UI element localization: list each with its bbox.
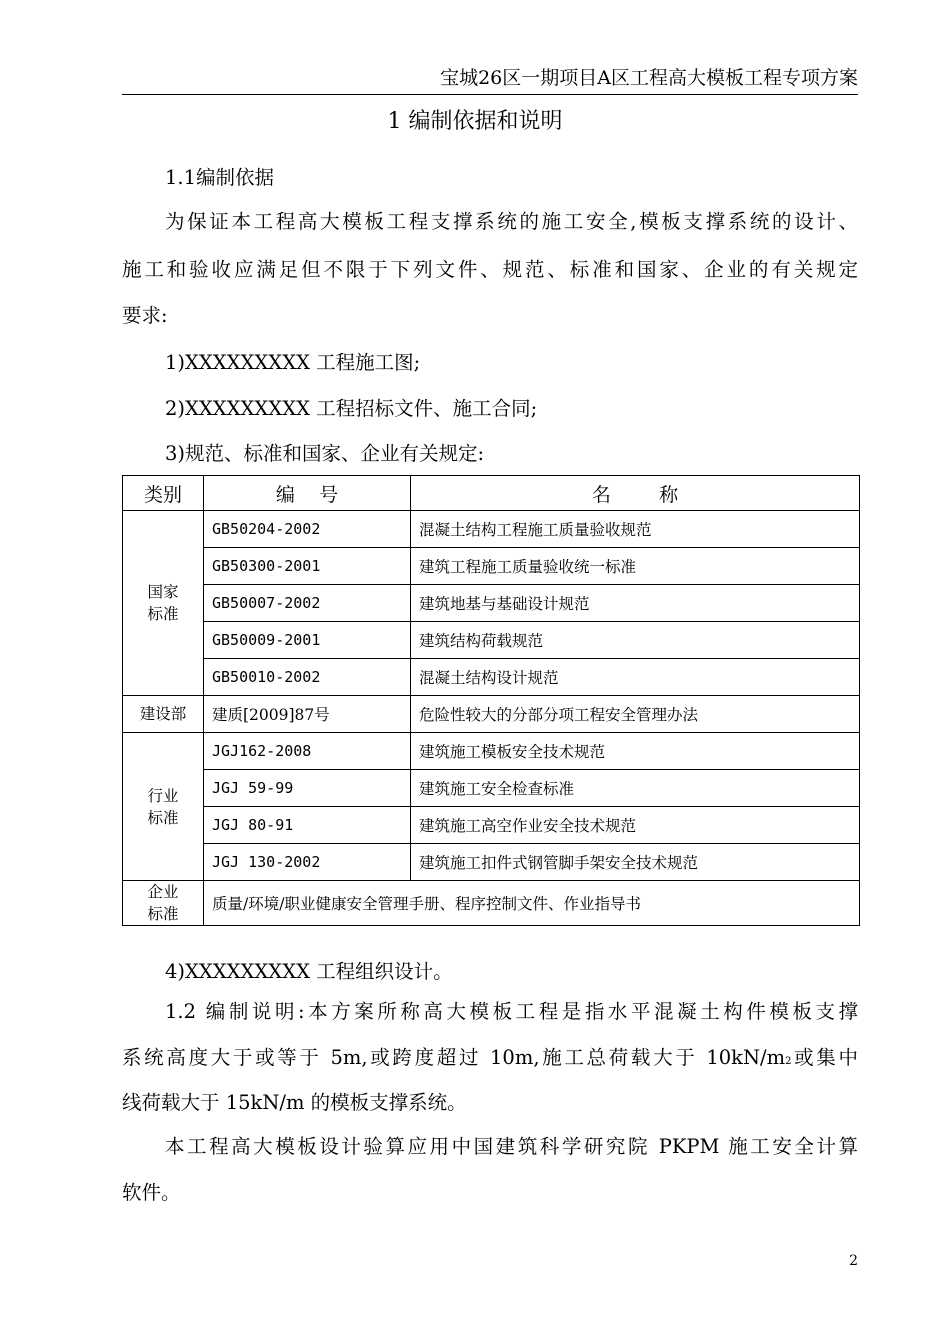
standard-code: JGJ 130-2002 [204,844,411,881]
standard-name: 建筑施工安全检查标准 [411,770,860,807]
standard-code: JGJ 80-91 [204,807,411,844]
standards-table [122,475,860,926]
category-national-label: 国家标准 [147,583,179,623]
table-row [123,696,860,733]
table-row [123,733,860,770]
table-row [123,770,860,807]
closing-line-1: 本工程高大模板设计验算应用中国建筑科学研究院 PKPM 施工安全计算 [165,1135,858,1158]
table-row [123,881,860,926]
standard-code: JGJ 59-99 [204,770,411,807]
standard-name: 建筑地基与基础设计规范 [411,585,860,622]
category-national [123,511,204,696]
table-row [123,511,860,548]
standard-name: 建筑施工高空作业安全技术规范 [411,807,860,844]
standard-code: GB50300-2001 [204,548,411,585]
section-1-2-line-1: 1.2 编制说明:本方案所称高大模板工程是指水平混凝土构件模板支撑 [165,1000,858,1023]
table-row [123,844,860,881]
table-row [123,585,860,622]
standard-code: GB50009-2001 [204,622,411,659]
chapter-title: 1 编制依据和说明 [387,109,563,134]
standard-name: 建筑施工模板安全技术规范 [411,733,860,770]
intro-line-3: 要求: [122,304,168,327]
standard-code: JGJ162-2008 [204,733,411,770]
standard-name: 混凝土结构设计规范 [411,659,860,696]
list-item-2: 2)XXXXXXXXX 工程招标文件、施工合同; [165,397,538,420]
standard-code: GB50010-2002 [204,659,411,696]
list-item-1: 1)XXXXXXXXX 工程施工图; [165,351,421,374]
table-row [123,548,860,585]
category-industry [123,733,204,881]
table-row [123,622,860,659]
closing-line-2: 软件。 [122,1181,181,1204]
section-heading-1-1: 1.1编制依据 [165,166,275,189]
header-name: 名 称 [411,476,860,511]
list-item-4: 4)XXXXXXXXX 工程组织设计。 [165,960,453,983]
intro-line-1: 为保证本工程高大模板工程支撑系统的施工安全,模板支撑系统的设计、 [165,210,858,233]
page-number: 2 [849,1253,858,1269]
table-header-row [123,476,860,511]
standard-name: 建筑结构荷载规范 [411,622,860,659]
section-1-2-line-2-end: 或集中 [791,1046,858,1069]
section-1-2-line-3: 线荷载大于 15kN/m 的模板支撑系统。 [122,1091,467,1114]
standard-code: GB50007-2002 [204,585,411,622]
table-row [123,807,860,844]
header-category: 类别 [123,476,204,511]
section-1-2-line-2 [122,1042,858,1070]
standard-name: 建筑工程施工质量验收统一标准 [411,548,860,585]
page-header: 宝城26区一期项目A区工程高大模板工程专项方案 [122,62,858,95]
enterprise-documents: 质量/环境/职业健康安全管理手册、程序控制文件、作业指导书 [204,881,860,926]
category-enterprise-label: 企业标准 [147,883,179,923]
list-item-3: 3)规范、标准和国家、企业有关规定: [165,442,485,465]
standard-code: GB50204-2002 [204,511,411,548]
table-row [123,659,860,696]
intro-line-2: 施工和验收应满足但不限于下列文件、规范、标准和国家、企业的有关规定 [122,258,858,281]
standard-code: 建质[2009]87号 [204,696,411,733]
standard-name: 混凝土结构工程施工质量验收规范 [411,511,860,548]
category-industry-label: 行业标准 [147,786,179,827]
section-1-2-line-2-text: 系统高度大于或等于 5m,或跨度超过 10m,施工总荷载大于 10kN/m [122,1046,786,1069]
standard-name: 建筑施工扣件式钢管脚手架安全技术规范 [411,844,860,881]
header-code: 编 号 [204,476,411,511]
category-enterprise [123,881,204,926]
category-ministry: 建设部 [123,696,204,733]
unit-superscript: 2 [785,1056,792,1067]
standard-name: 危险性较大的分部分项工程安全管理办法 [411,696,860,733]
